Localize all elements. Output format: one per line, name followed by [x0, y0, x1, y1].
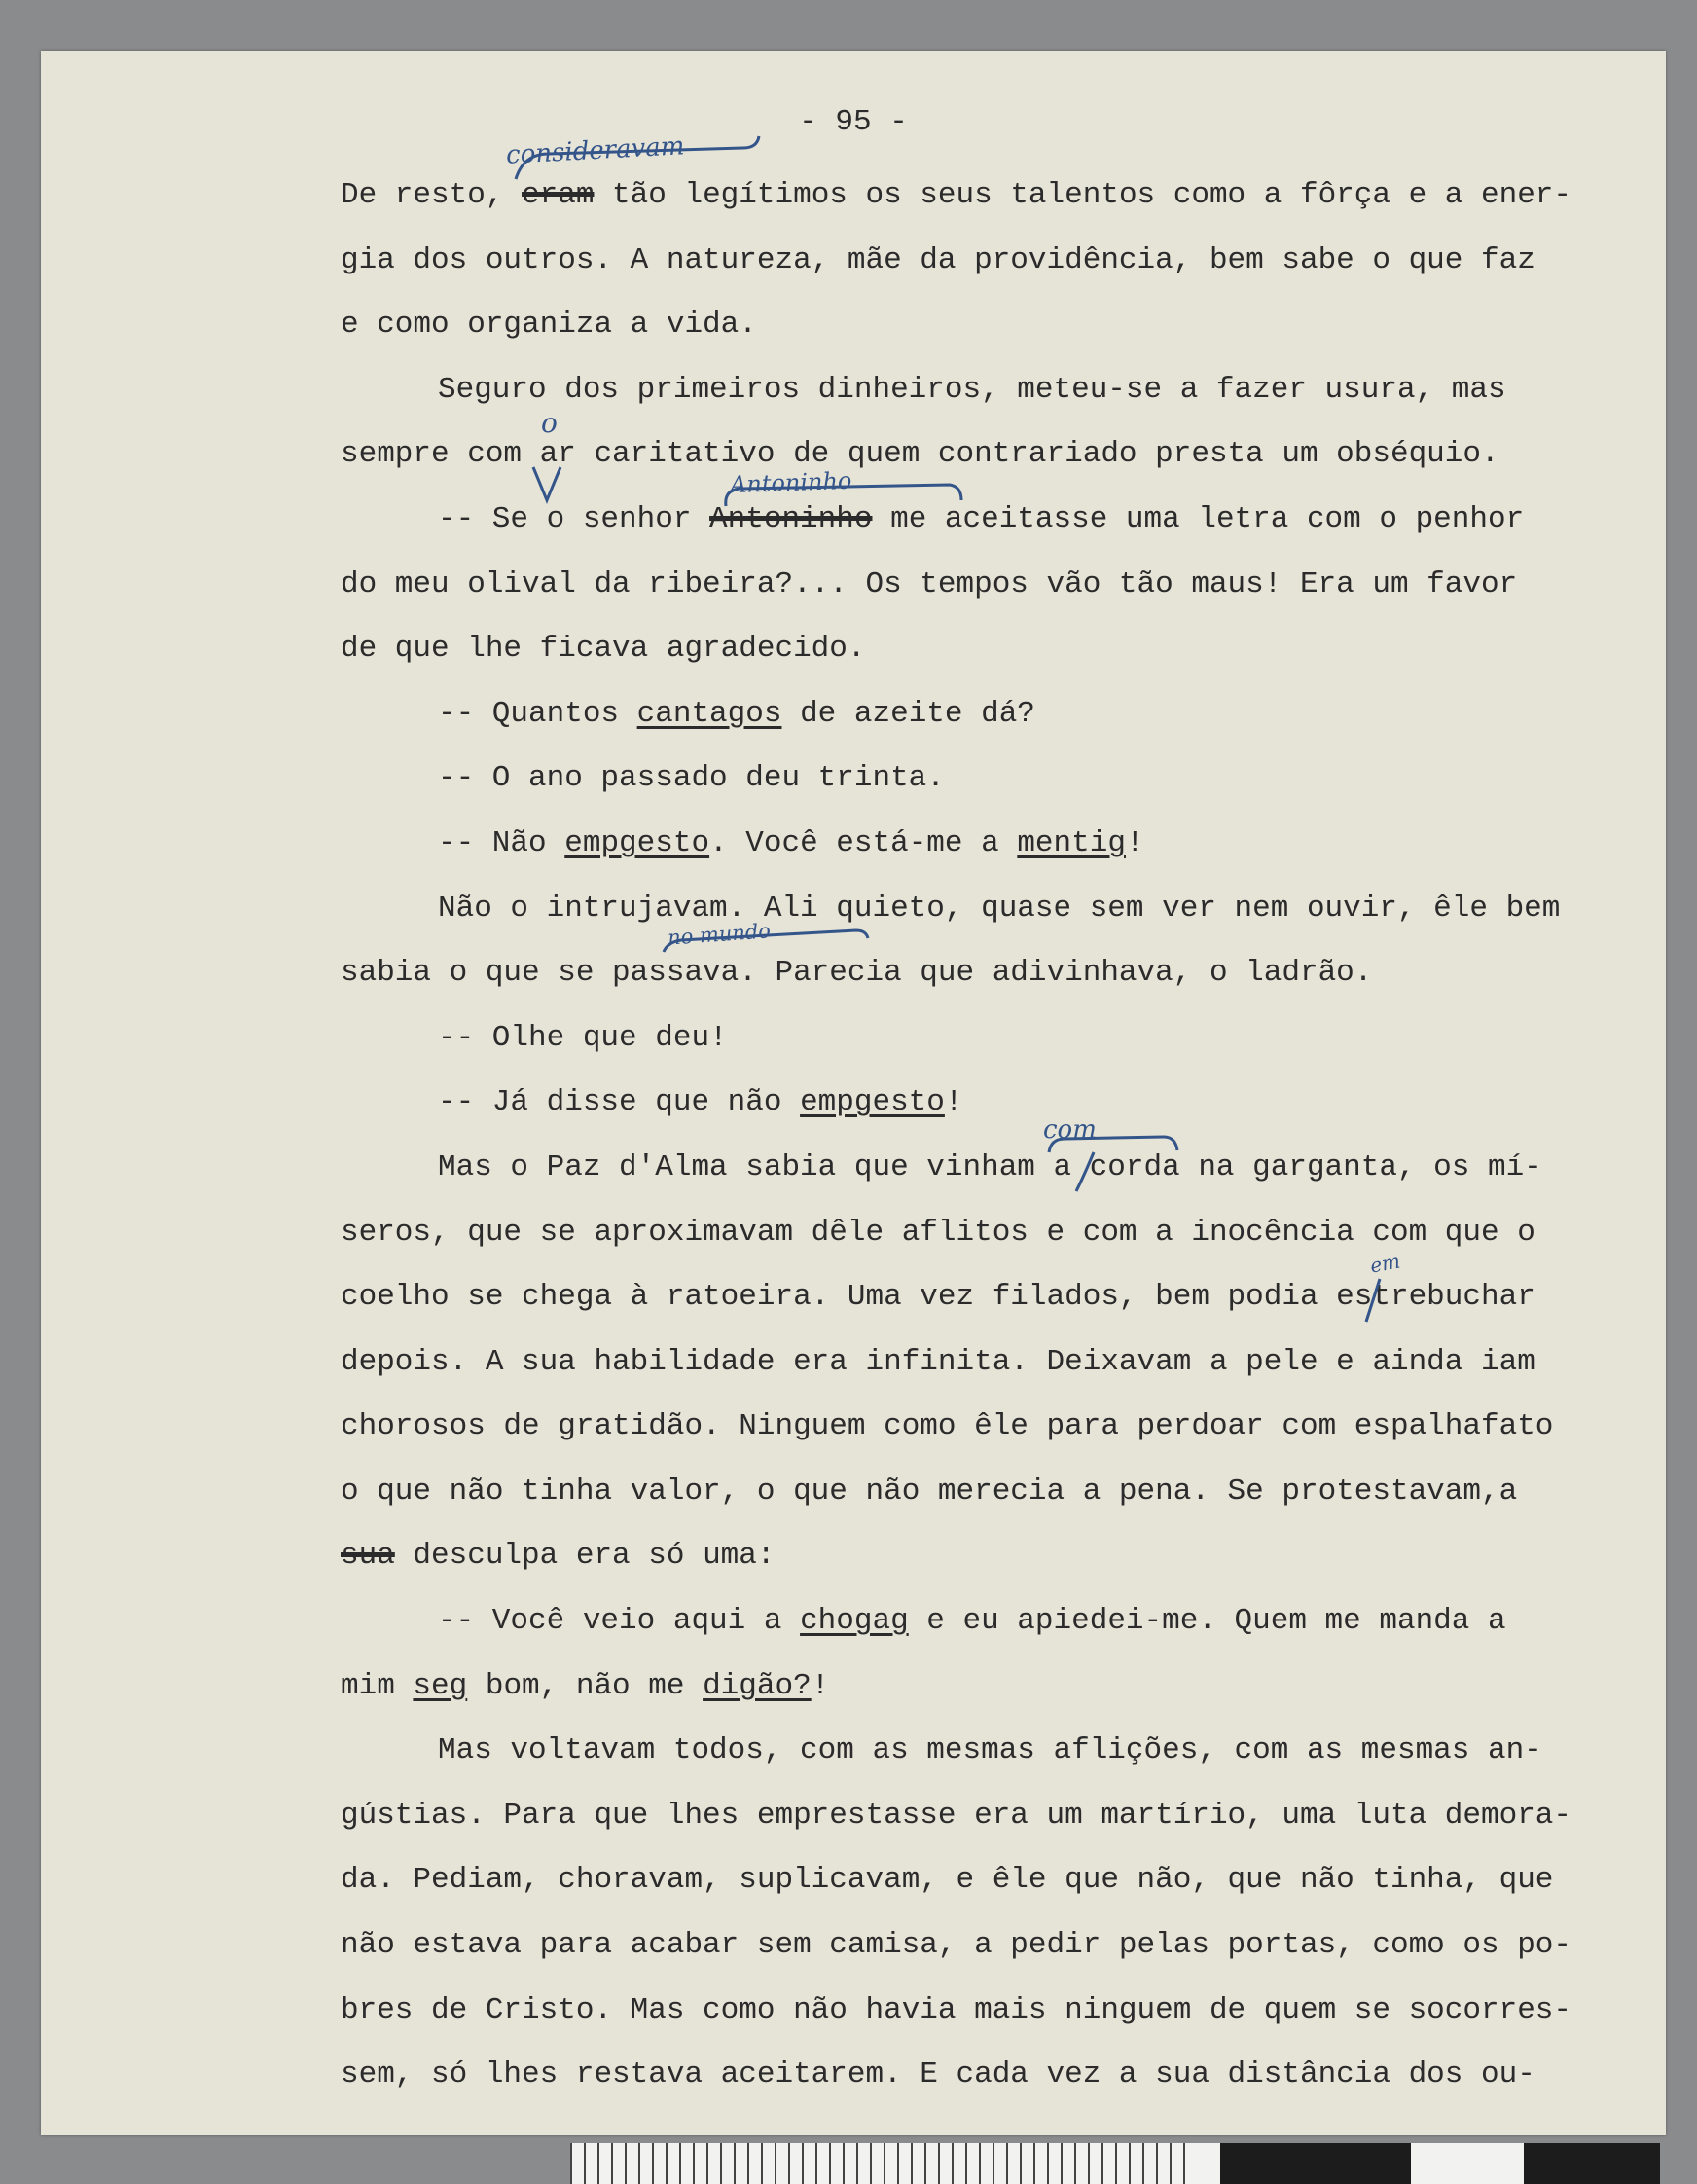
text-run: de que lhe ficava agradecido. [341, 632, 866, 667]
text-run: gia dos outros. A natureza, mãe da providência, bem sabe o que faz [341, 242, 1535, 277]
annotation-com: com [1043, 1115, 1097, 1145]
text-line [341, 1136, 1697, 1201]
text-run: e eu apiedei-me. Quem me manda a [908, 1604, 1506, 1639]
annotation-no-mundo: no mundo [667, 919, 772, 950]
text-run: Mas voltavam todos, com as mesmas aflições, com as mesmas an- [438, 1733, 1542, 1768]
typewritten-text [341, 164, 1697, 2108]
text-run: De resto, [341, 178, 523, 212]
text-run: bres de Cristo. Mas como não havia mais ninguem de quem se socorres- [341, 1992, 1572, 2027]
text-run: não estava para acabar sem camisa, a pedir pelas portas, como os po- [341, 1928, 1572, 1963]
text-run: -- O ano passado deu trinta. [438, 761, 945, 796]
text-run: ! [1125, 825, 1144, 860]
text-run: -- Se o senhor [438, 501, 710, 536]
text-run: -- Você veio aqui a [438, 1604, 801, 1639]
manuscript-page [41, 51, 1666, 2135]
text-line [341, 553, 1697, 618]
text-run: coelho se chega à ratoeira. Uma vez filados, bem podia estrebuchar [341, 1280, 1535, 1315]
text-line [341, 1719, 1697, 1784]
text-line [341, 1655, 1697, 1720]
text-run: e como organiza a vida. [341, 308, 757, 343]
text-run: sem, só lhes restava aceitarem. E cada vez a sua distância dos ou- [341, 2057, 1535, 2093]
text-line [341, 164, 1697, 229]
text-line [341, 293, 1697, 358]
text-run: me aceitasse uma letra com o penhor [872, 501, 1525, 536]
text-run: desculpa era só uma: [394, 1539, 776, 1574]
scale-ruler [570, 2143, 1660, 2184]
text-line [341, 1330, 1697, 1396]
text-run: . Você está-me a [709, 825, 1018, 860]
text-line [341, 941, 1697, 1006]
ruler-dark-segment [1220, 2143, 1411, 2184]
text-line [341, 1589, 1697, 1655]
text-run: mim [341, 1668, 414, 1703]
underlined-word: chogag [800, 1604, 909, 1639]
text-run: Seguro dos primeiros dinheiros, meteu-se a fazer usura, mas [438, 372, 1506, 407]
text-run: bom, não me [467, 1668, 704, 1703]
annotation-antoninho: Antoninho [729, 466, 852, 499]
annotation-em: em [1368, 1249, 1402, 1278]
struck-word: sua [341, 1539, 395, 1574]
text-run: ! [944, 1085, 963, 1120]
struck-word: eram [522, 178, 595, 212]
text-line [341, 1460, 1697, 1525]
text-run: o que não tinha valor, o que não merecia a pena. Se protestavam,a [341, 1474, 1518, 1509]
text-line [341, 812, 1697, 877]
ruler-ticks [570, 2143, 1193, 2184]
text-line [341, 1524, 1697, 1589]
text-run: chorosos de gratidão. Ninguem como êle para perdoar com espalhafato [341, 1409, 1554, 1444]
text-line [341, 1979, 1697, 2044]
text-run: do meu olival da ribeira?... Os tempos vão tão maus! Era um favor [341, 566, 1518, 601]
text-line [341, 488, 1697, 553]
text-run: tão legítimos os seus talentos como a fôrça e a ener- [594, 178, 1572, 212]
underlined-word: empgesto [800, 1085, 945, 1120]
text-line [341, 682, 1697, 747]
text-line [341, 2043, 1697, 2108]
text-run: sabia o que se passava. Parecia que adivinhava, o ladrão. [341, 956, 1373, 991]
page-number: - 95 - [799, 105, 908, 139]
underlined-word: cantagos [636, 696, 782, 731]
text-run: ! [811, 1668, 830, 1703]
text-line [341, 1265, 1697, 1330]
text-line [341, 1201, 1697, 1266]
text-run: gústias. Para que lhes emprestasse era um martírio, uma luta demora- [341, 1798, 1572, 1833]
text-line [341, 1395, 1697, 1460]
struck-word: Antoninho [709, 501, 873, 536]
text-run: sempre com ar caritativo de quem contrariado presta um obséquio. [341, 437, 1499, 472]
text-run: seros, que se aproximavam dêle aflitos e com a inocência com que o [341, 1215, 1535, 1250]
text-line [341, 877, 1697, 942]
text-line [341, 1784, 1697, 1849]
text-run: -- Não [438, 825, 565, 860]
text-run: -- Olhe que deu! [438, 1020, 728, 1055]
text-line [341, 229, 1697, 294]
text-line [341, 1071, 1697, 1136]
underlined-word: empgesto [564, 825, 710, 860]
text-line [341, 1006, 1697, 1072]
underlined-word: mentig [1017, 825, 1126, 860]
annotation-consideravam: consideravam [505, 131, 686, 170]
text-run: Mas o Paz d'Alma sabia que vinham a corda na garganta, os mí- [438, 1149, 1542, 1184]
text-line [341, 1913, 1697, 1979]
annotation-o: o [541, 407, 558, 439]
text-run: -- Já disse que não [438, 1085, 801, 1120]
text-line [341, 746, 1697, 812]
text-run: -- Quantos [438, 696, 637, 731]
text-line [341, 1848, 1697, 1913]
ruler-dark-segment [1524, 2143, 1660, 2184]
underlined-word: seg [413, 1668, 468, 1703]
text-run: da. Pediam, choravam, suplicavam, e êle que não, que não tinha, que [341, 1863, 1554, 1898]
text-line [341, 617, 1697, 682]
text-run: Não o intrujavam. Ali quieto, quase sem ver nem ouvir, êle bem [438, 891, 1561, 926]
underlined-word: digão? [703, 1668, 812, 1703]
text-run: depois. A sua habilidade era infinita. Deixavam a pele e ainda iam [341, 1344, 1535, 1379]
text-run: de azeite dá? [781, 696, 1035, 731]
